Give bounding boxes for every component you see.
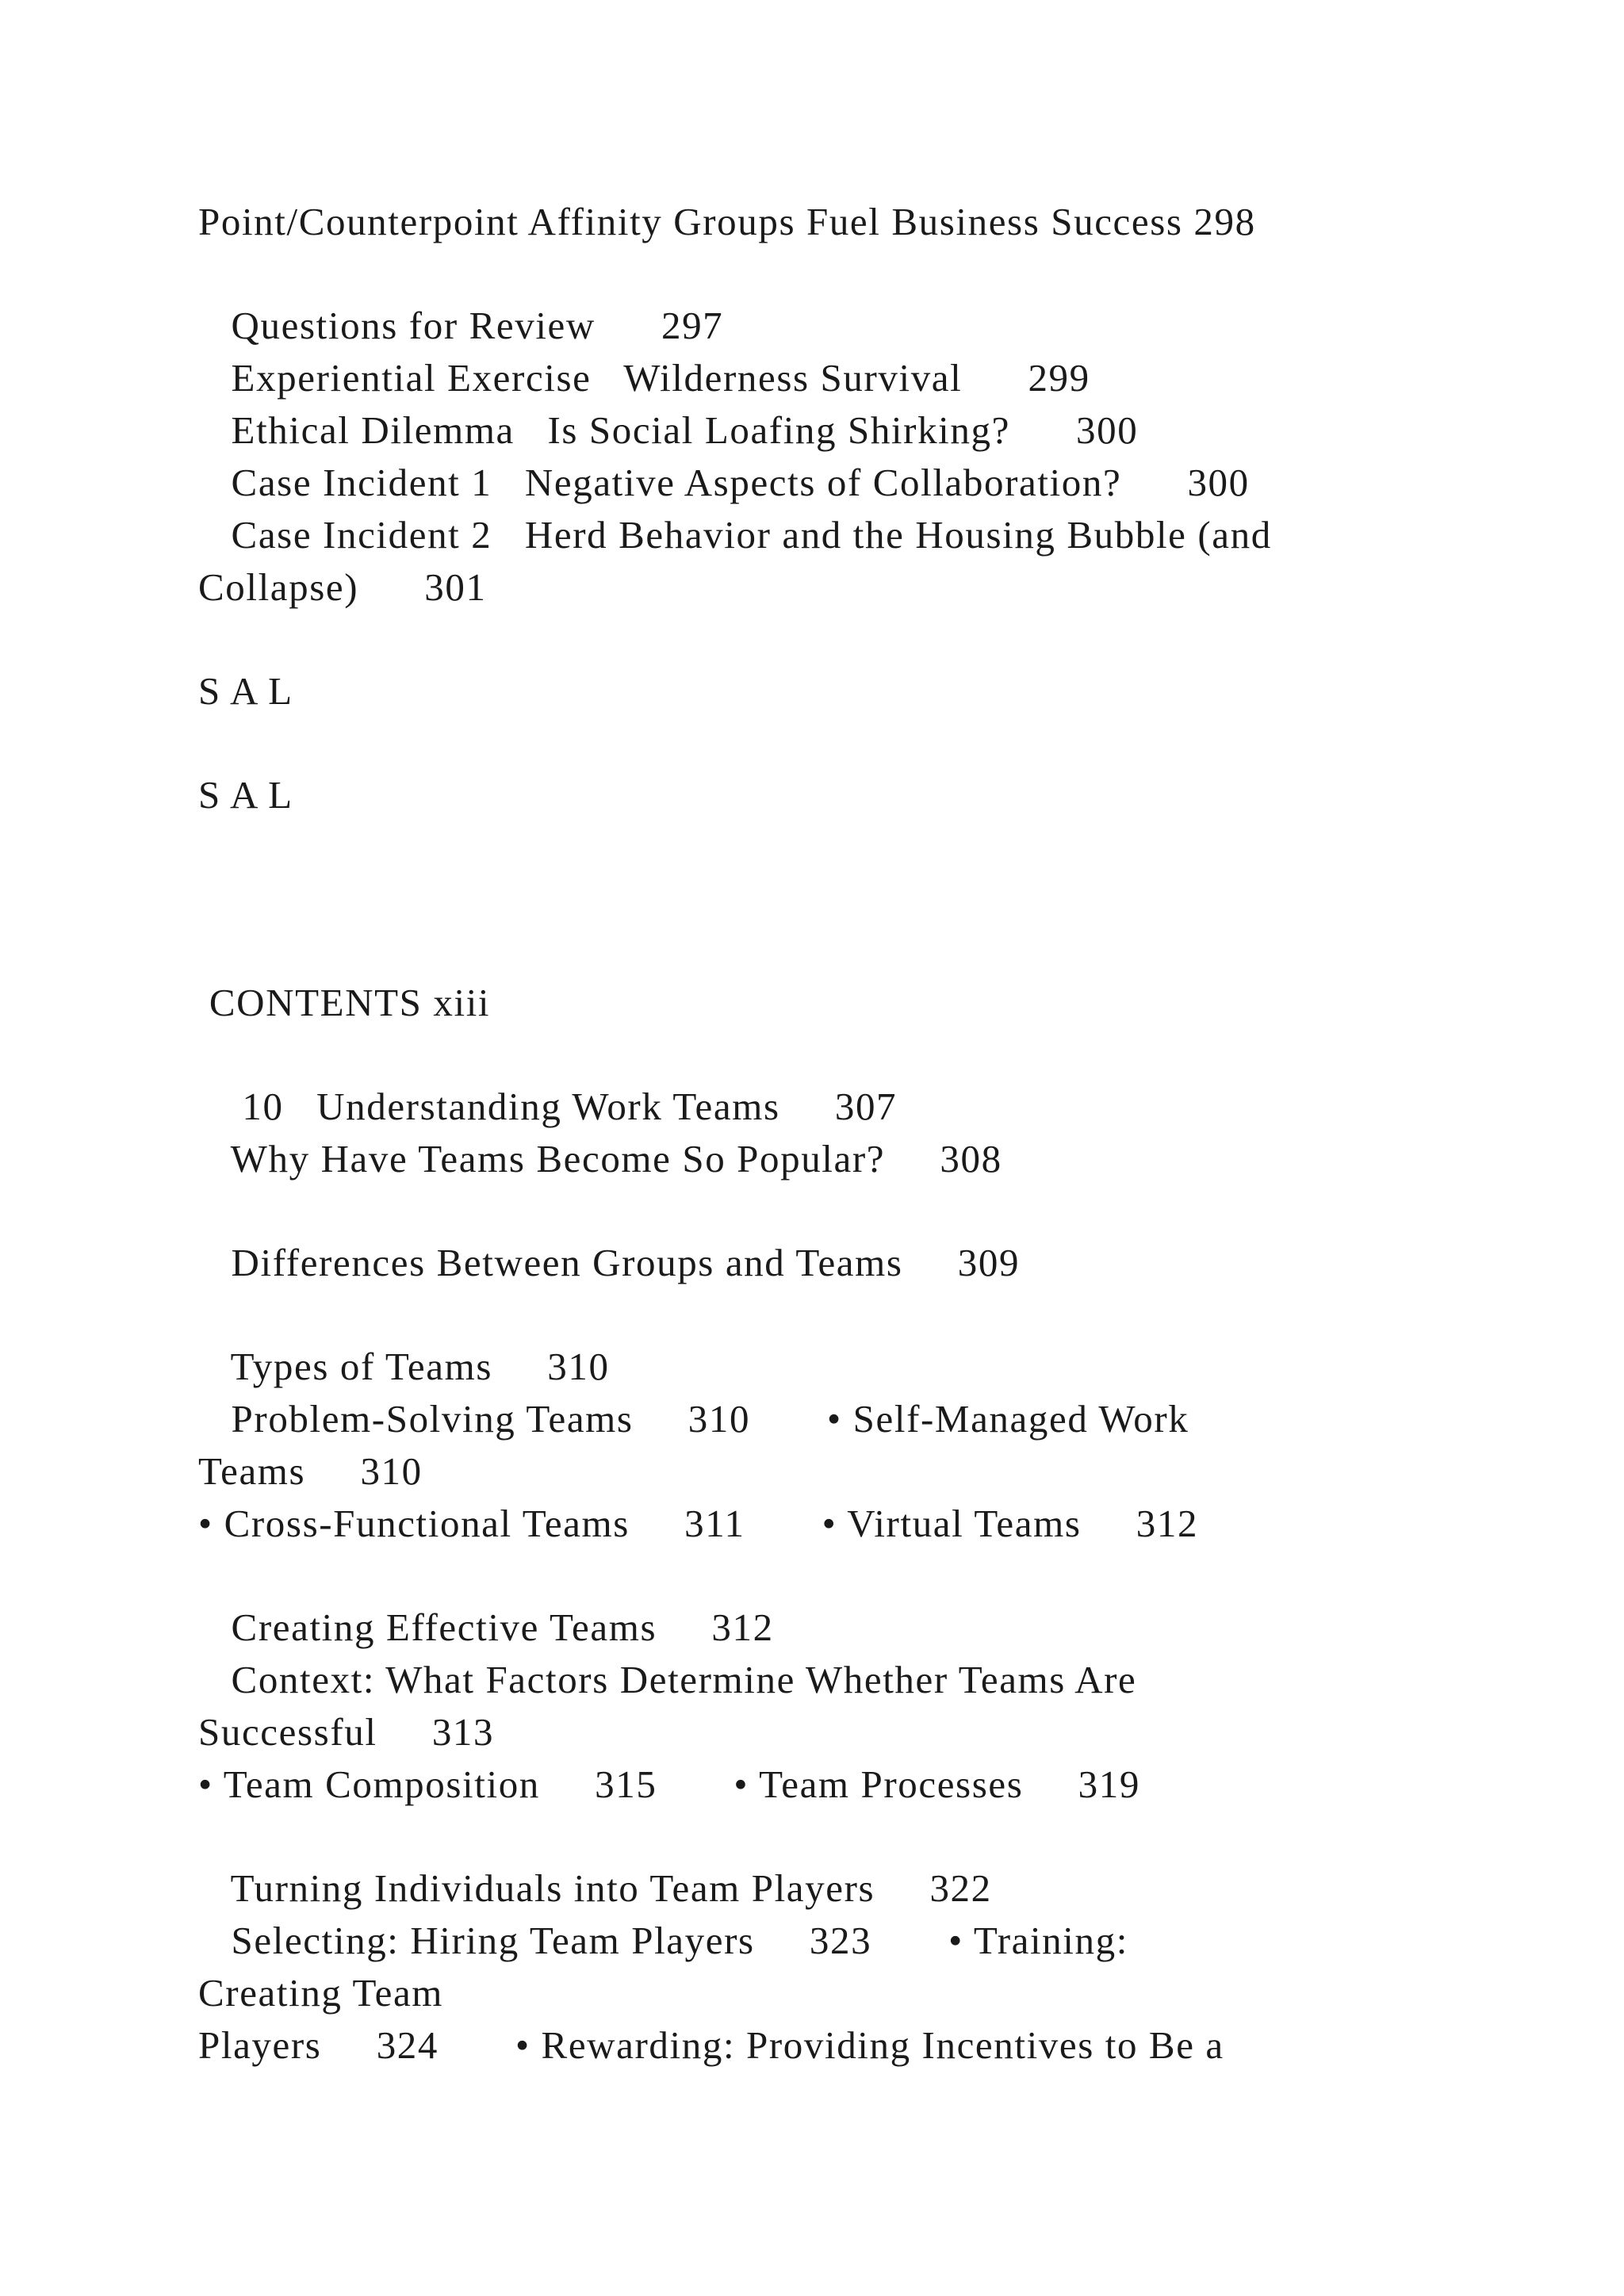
toc-entry: Types of Teams 310 [198, 1345, 610, 1388]
point-counterpoint-line: Point/Counterpoint Affinity Groups Fuel Business Success 298 [198, 200, 1256, 243]
toc-subentry-continued: Creating Team [198, 1971, 444, 2015]
chapter-heading: 10 Understanding Work Teams 307 [198, 1085, 898, 1128]
toc-entry-case-incident-1: Case Incident 1 Negative Aspects of Collaboration? 300 [198, 461, 1250, 504]
toc-entry: Differences Between Groups and Teams 309 [198, 1241, 1021, 1284]
toc-subentry: • Cross-Functional Teams 311 • Virtual Teams 312 [198, 1502, 1199, 1545]
toc-subentry: Context: What Factors Determine Whether Teams Are [198, 1658, 1137, 1701]
toc-subentry: • Team Composition 315 • Team Processes 319 [198, 1762, 1140, 1806]
toc-subentry-continued: Successful 313 [198, 1710, 495, 1754]
toc-entry: Turning Individuals into Team Players 322 [198, 1866, 992, 1910]
toc-subentry-continued: Teams 310 [198, 1449, 423, 1493]
contents-page-header: CONTENTS xiii [198, 981, 491, 1024]
toc-entry-ethical-dilemma: Ethical Dilemma Is Social Loafing Shirking? 300 [198, 408, 1139, 452]
toc-entry-experiential-exercise: Experiential Exercise Wilderness Survival 299 [198, 356, 1090, 400]
toc-entry: Creating Effective Teams 312 [198, 1605, 774, 1649]
toc-entry-case-incident-2: Case Incident 2 Herd Behavior and the Housing Bubble (and [198, 513, 1272, 557]
toc-entry-case-incident-2-continued: Collapse) 301 [198, 565, 487, 609]
toc-entry-questions-for-review: Questions for Review 297 [198, 304, 724, 347]
toc-entry: Why Have Teams Become So Popular? 308 [198, 1137, 1002, 1181]
toc-subentry: Players 324 • Rewarding: Providing Incentives to Be a [198, 2023, 1224, 2067]
toc-subentry: Selecting: Hiring Team Players 323 • Training: [198, 1919, 1128, 1962]
sal-text: S A L [198, 773, 293, 817]
sal-text: S A L [198, 669, 293, 713]
toc-subentry: Problem-Solving Teams 310 • Self-Managed Work [198, 1397, 1189, 1441]
